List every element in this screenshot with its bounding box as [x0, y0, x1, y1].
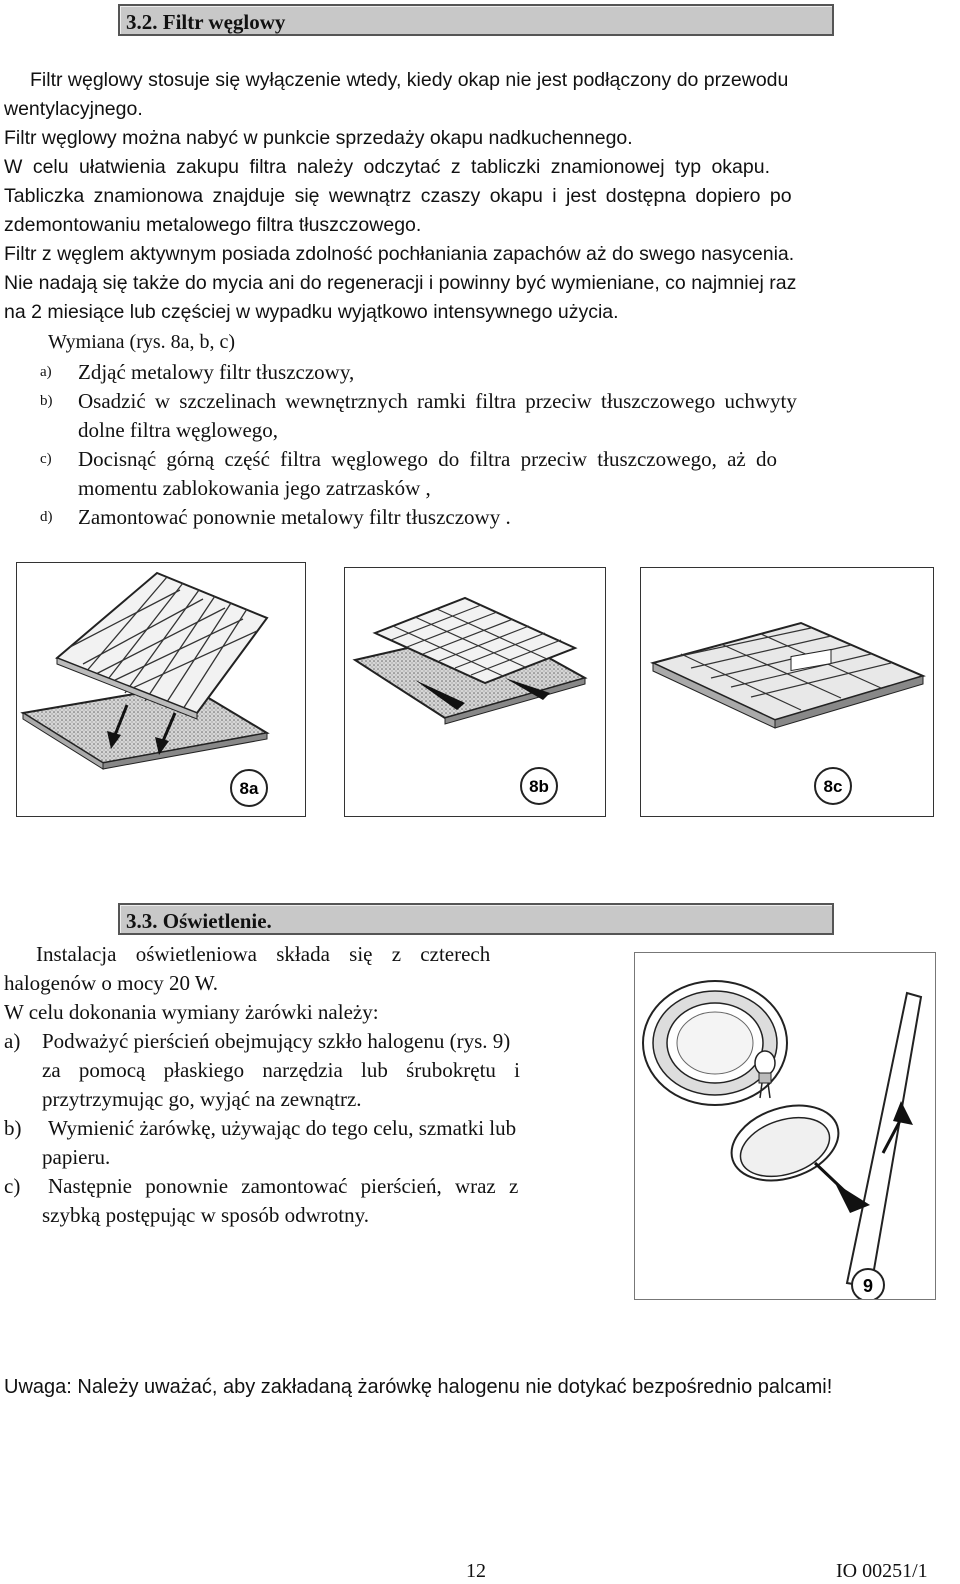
halogen-ring — [643, 981, 787, 1105]
list-item — [40, 445, 950, 503]
list-marker: b) — [40, 393, 53, 409]
figure-label: 8c — [823, 777, 843, 796]
figure-label: 8a — [239, 779, 259, 798]
section-heading-lighting: 3.3. Oświetlenie. — [118, 903, 834, 935]
paragraph-line: W celu dokonania wymiany żarówki należy: — [4, 1000, 379, 1024]
screwdriver-icon — [847, 993, 921, 1287]
figure-label: 8b — [529, 777, 549, 796]
replacement-title: Wymiana (rys. 8a, b, c) — [48, 331, 236, 353]
grease-filter-grid — [57, 573, 267, 719]
list-marker: b) — [4, 1116, 22, 1140]
paragraph-line: halogenów o mocy 20 W. — [4, 971, 219, 995]
list-text: za pomocą płaskiego narzędzia lub śrubokrętu i — [42, 1058, 521, 1082]
figure-9 — [634, 952, 936, 1300]
list-text: Zdjąć metalowy filtr tłuszczowy, — [78, 360, 355, 384]
list-item — [40, 503, 950, 533]
paragraph-line: Tabliczka znamionowa znajduje się wewnątrz czaszy okapu i jest dostępna dopiero po — [4, 185, 792, 207]
paragraph-line: Filtr węglowy można nabyć w punkcie sprzedaży okapu nadkuchennego. — [4, 127, 633, 149]
list-marker: c) — [40, 451, 52, 467]
paragraph-line: Nie nadają się także do mycia ani do regeneracji i powinny być wymieniane, co najmniej raz — [4, 272, 797, 294]
paragraph-line: wentylacyjnego. — [4, 98, 143, 120]
paragraph-line: Filtr z węglem aktywnym posiada zdolność pochłaniania zapachów aż do swego nasycenia. — [4, 243, 795, 265]
list-marker: a) — [4, 1029, 21, 1053]
paragraph-line: na 2 miesiące lub częściej w wypadku wyjątkowo intensywnego użycia. — [4, 301, 619, 323]
list-text: przytrzymując go, wyjąć na zewnątrz. — [42, 1087, 362, 1111]
figure-label: 9 — [862, 1276, 874, 1296]
paragraph-line: W celu ułatwienia zakupu filtra należy odczytać z tabliczki znamionowej typ okapu. — [4, 156, 771, 178]
figure-8a — [16, 562, 306, 817]
section-heading-carbon-filter: 3.2. Filtr węglowy — [118, 4, 834, 36]
list-item — [40, 358, 950, 388]
figure-8b — [344, 567, 606, 817]
list-item — [40, 387, 950, 445]
list-text: Następnie ponownie zamontować pierścień, wraz z — [48, 1174, 519, 1198]
list-text: dolne filtra węglowego, — [78, 418, 279, 442]
list-text: papieru. — [42, 1145, 111, 1169]
warning-text: Uwaga: Należy uważać, aby zakładaną żarówkę halogenu nie dotykać bezpośrednio palcami! — [4, 1376, 833, 1398]
page-number: 12 — [466, 1560, 486, 1582]
list-marker: a) — [40, 364, 52, 380]
list-text: Podważyć pierścień obejmujący szkło halogenu (rys. 9) — [42, 1029, 511, 1053]
list-text: Zamontować ponownie metalowy filtr tłuszczowy . — [78, 505, 511, 529]
figure-8c — [640, 567, 934, 817]
paragraph-line: zdemontowaniu metalowego filtra tłuszczowego. — [4, 214, 422, 236]
paragraph-line: Instalacja oświetleniowa składa się z czterech — [36, 942, 491, 966]
document-code: IO 00251/1 — [836, 1560, 928, 1582]
list-marker: c) — [4, 1174, 21, 1198]
list-text: momentu zablokowania jego zatrzasków , — [78, 476, 431, 500]
list-text: Osadzić w szczelinach wewnętrznych ramki filtra przeciw tłuszczowego uchwyty — [78, 389, 797, 413]
paragraph-line: Filtr węglowy stosuje się wyłączenie wtedy, kiedy okap nie jest podłączony do przewodu — [30, 69, 789, 91]
list-text: Wymienić żarówkę, używając do tego celu, szmatki lub — [48, 1116, 517, 1140]
list-text: Docisnąć górną część filtra węglowego do filtra przeciw tłuszczowego, aż do — [78, 447, 777, 471]
list-text: szybką postępując w sposób odwrotny. — [42, 1203, 370, 1227]
list-marker: d) — [40, 509, 53, 525]
